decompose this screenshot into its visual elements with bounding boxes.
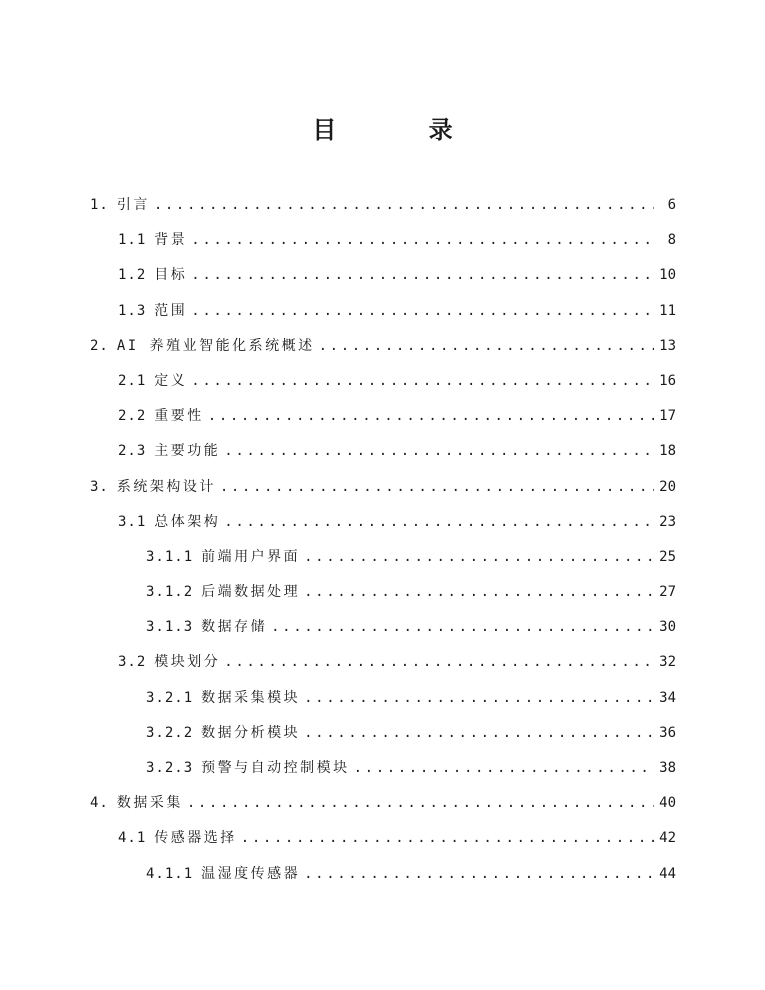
toc-entry-title: 数据分析模块 bbox=[201, 724, 301, 741]
toc-dot-leader bbox=[354, 751, 654, 786]
toc-dot-leader bbox=[208, 399, 654, 434]
toc-entry-page: 32 bbox=[659, 654, 676, 671]
toc-entry-title: 目标 bbox=[154, 267, 188, 284]
toc-entry-number: 3.1.1 bbox=[146, 548, 194, 565]
toc-entry-page: 13 bbox=[659, 337, 676, 354]
toc-entry[interactable] bbox=[90, 751, 676, 786]
toc-dot-leader bbox=[304, 575, 654, 610]
toc-entry-number: 4.1 bbox=[118, 830, 147, 847]
toc-entry-title: 数据采集 bbox=[116, 795, 183, 812]
toc-entry-title: 总体架构 bbox=[154, 513, 221, 530]
toc-entry[interactable] bbox=[90, 610, 676, 645]
toc-dot-leader bbox=[271, 610, 654, 645]
toc-dot-leader bbox=[224, 505, 654, 540]
toc-entry-title: 背景 bbox=[154, 232, 188, 249]
toc-entry-number: 3.2 bbox=[118, 654, 147, 671]
toc-dot-leader bbox=[187, 786, 654, 821]
toc-entry-title: 定义 bbox=[154, 372, 188, 389]
toc-entry-number: 3.1.2 bbox=[146, 584, 194, 601]
toc-list bbox=[90, 188, 676, 892]
toc-entry-page: 42 bbox=[659, 830, 676, 847]
toc-dot-leader bbox=[154, 188, 654, 223]
toc-dot-leader bbox=[191, 294, 654, 329]
toc-entry[interactable] bbox=[90, 716, 676, 751]
toc-dot-leader bbox=[220, 470, 654, 505]
toc-entry[interactable] bbox=[90, 258, 676, 293]
toc-entry-title: 引言 bbox=[116, 197, 150, 213]
toc-entry[interactable] bbox=[90, 434, 676, 469]
toc-entry[interactable] bbox=[90, 575, 676, 610]
toc-entry-title: 数据采集模块 bbox=[201, 689, 301, 706]
toc-entry-page: 8 bbox=[667, 232, 676, 249]
toc-entry-page: 18 bbox=[659, 443, 676, 460]
toc-entry-number: 3.1.3 bbox=[146, 619, 194, 636]
toc-entry[interactable] bbox=[90, 470, 676, 505]
toc-entry-page: 11 bbox=[659, 302, 676, 319]
toc-entry-page: 10 bbox=[659, 267, 676, 284]
toc-dot-leader bbox=[304, 681, 654, 716]
toc-entry-title: AI 养殖业智能化系统概述 bbox=[116, 337, 315, 354]
toc-entry-title: 范围 bbox=[154, 302, 188, 319]
toc-entry-title: 模块划分 bbox=[154, 654, 221, 671]
toc-entry-number: 4. bbox=[90, 795, 109, 812]
toc-dot-leader bbox=[319, 329, 654, 364]
toc-entry-number: 3. bbox=[90, 478, 109, 495]
toc-entry[interactable] bbox=[90, 364, 676, 399]
toc-entry-page: 17 bbox=[659, 408, 676, 425]
toc-dot-leader bbox=[304, 716, 654, 751]
toc-entry-page: 44 bbox=[659, 865, 676, 882]
toc-entry-number: 3.2.3 bbox=[146, 760, 194, 776]
toc-entry-title: 温湿度传感器 bbox=[201, 865, 301, 882]
toc-entry[interactable] bbox=[90, 857, 676, 892]
toc-entry[interactable] bbox=[90, 294, 676, 329]
toc-entry-title: 系统架构设计 bbox=[116, 478, 216, 495]
toc-entry[interactable] bbox=[90, 223, 676, 258]
toc-dot-leader bbox=[191, 364, 654, 399]
toc-entry-number: 2.2 bbox=[118, 408, 147, 425]
toc-entry[interactable] bbox=[90, 821, 676, 856]
toc-entry[interactable] bbox=[90, 399, 676, 434]
toc-entry-page: 6 bbox=[667, 197, 676, 213]
toc-entry-title: 前端用户界面 bbox=[201, 548, 301, 565]
toc-entry-number: 1.1 bbox=[118, 232, 147, 249]
toc-entry[interactable] bbox=[90, 786, 676, 821]
toc-entry-page: 27 bbox=[659, 584, 676, 601]
toc-dot-leader bbox=[304, 540, 654, 575]
toc-dot-leader bbox=[224, 434, 654, 469]
toc-entry-page: 16 bbox=[659, 372, 676, 389]
toc-entry-title: 预警与自动控制模块 bbox=[201, 760, 350, 776]
toc-entry-title: 传感器选择 bbox=[154, 830, 237, 847]
toc-entry[interactable] bbox=[90, 329, 676, 364]
toc-entry-page: 36 bbox=[659, 724, 676, 741]
toc-entry-number: 3.2.2 bbox=[146, 724, 194, 741]
toc-dot-leader bbox=[191, 258, 654, 293]
toc-entry-number: 3.1 bbox=[118, 513, 147, 530]
toc-entry-page: 40 bbox=[659, 795, 676, 812]
toc-entry-title: 后端数据处理 bbox=[201, 584, 301, 601]
toc-entry-number: 2. bbox=[90, 337, 109, 354]
toc-entry-number: 1. bbox=[90, 197, 109, 213]
toc-entry-number: 1.3 bbox=[118, 302, 147, 319]
toc-dot-leader bbox=[241, 821, 654, 856]
toc-entry-number: 3.2.1 bbox=[146, 689, 194, 706]
toc-entry-title: 主要功能 bbox=[154, 443, 221, 460]
toc-dot-leader bbox=[224, 645, 654, 680]
toc-entry-number: 4.1.1 bbox=[146, 865, 194, 882]
toc-entry-number: 2.3 bbox=[118, 443, 147, 460]
toc-entry[interactable] bbox=[90, 540, 676, 575]
toc-dot-leader bbox=[304, 857, 654, 892]
toc-entry-page: 38 bbox=[659, 760, 676, 776]
toc-entry-title: 重要性 bbox=[154, 408, 204, 425]
toc-entry-page: 34 bbox=[659, 689, 676, 706]
toc-entry-page: 20 bbox=[659, 478, 676, 495]
toc-entry[interactable] bbox=[90, 645, 676, 680]
toc-entry[interactable] bbox=[90, 681, 676, 716]
toc-title: 目 录 bbox=[312, 116, 495, 144]
toc-entry-number: 2.1 bbox=[118, 372, 147, 389]
toc-entry[interactable] bbox=[90, 188, 676, 223]
toc-entry-title: 数据存储 bbox=[201, 619, 268, 636]
toc-entry-number: 1.2 bbox=[118, 267, 147, 284]
toc-entry[interactable] bbox=[90, 505, 676, 540]
toc-entry-page: 23 bbox=[659, 513, 676, 530]
toc-entry-page: 30 bbox=[659, 619, 676, 636]
toc-dot-leader bbox=[191, 223, 654, 258]
toc-entry-page: 25 bbox=[659, 548, 676, 565]
